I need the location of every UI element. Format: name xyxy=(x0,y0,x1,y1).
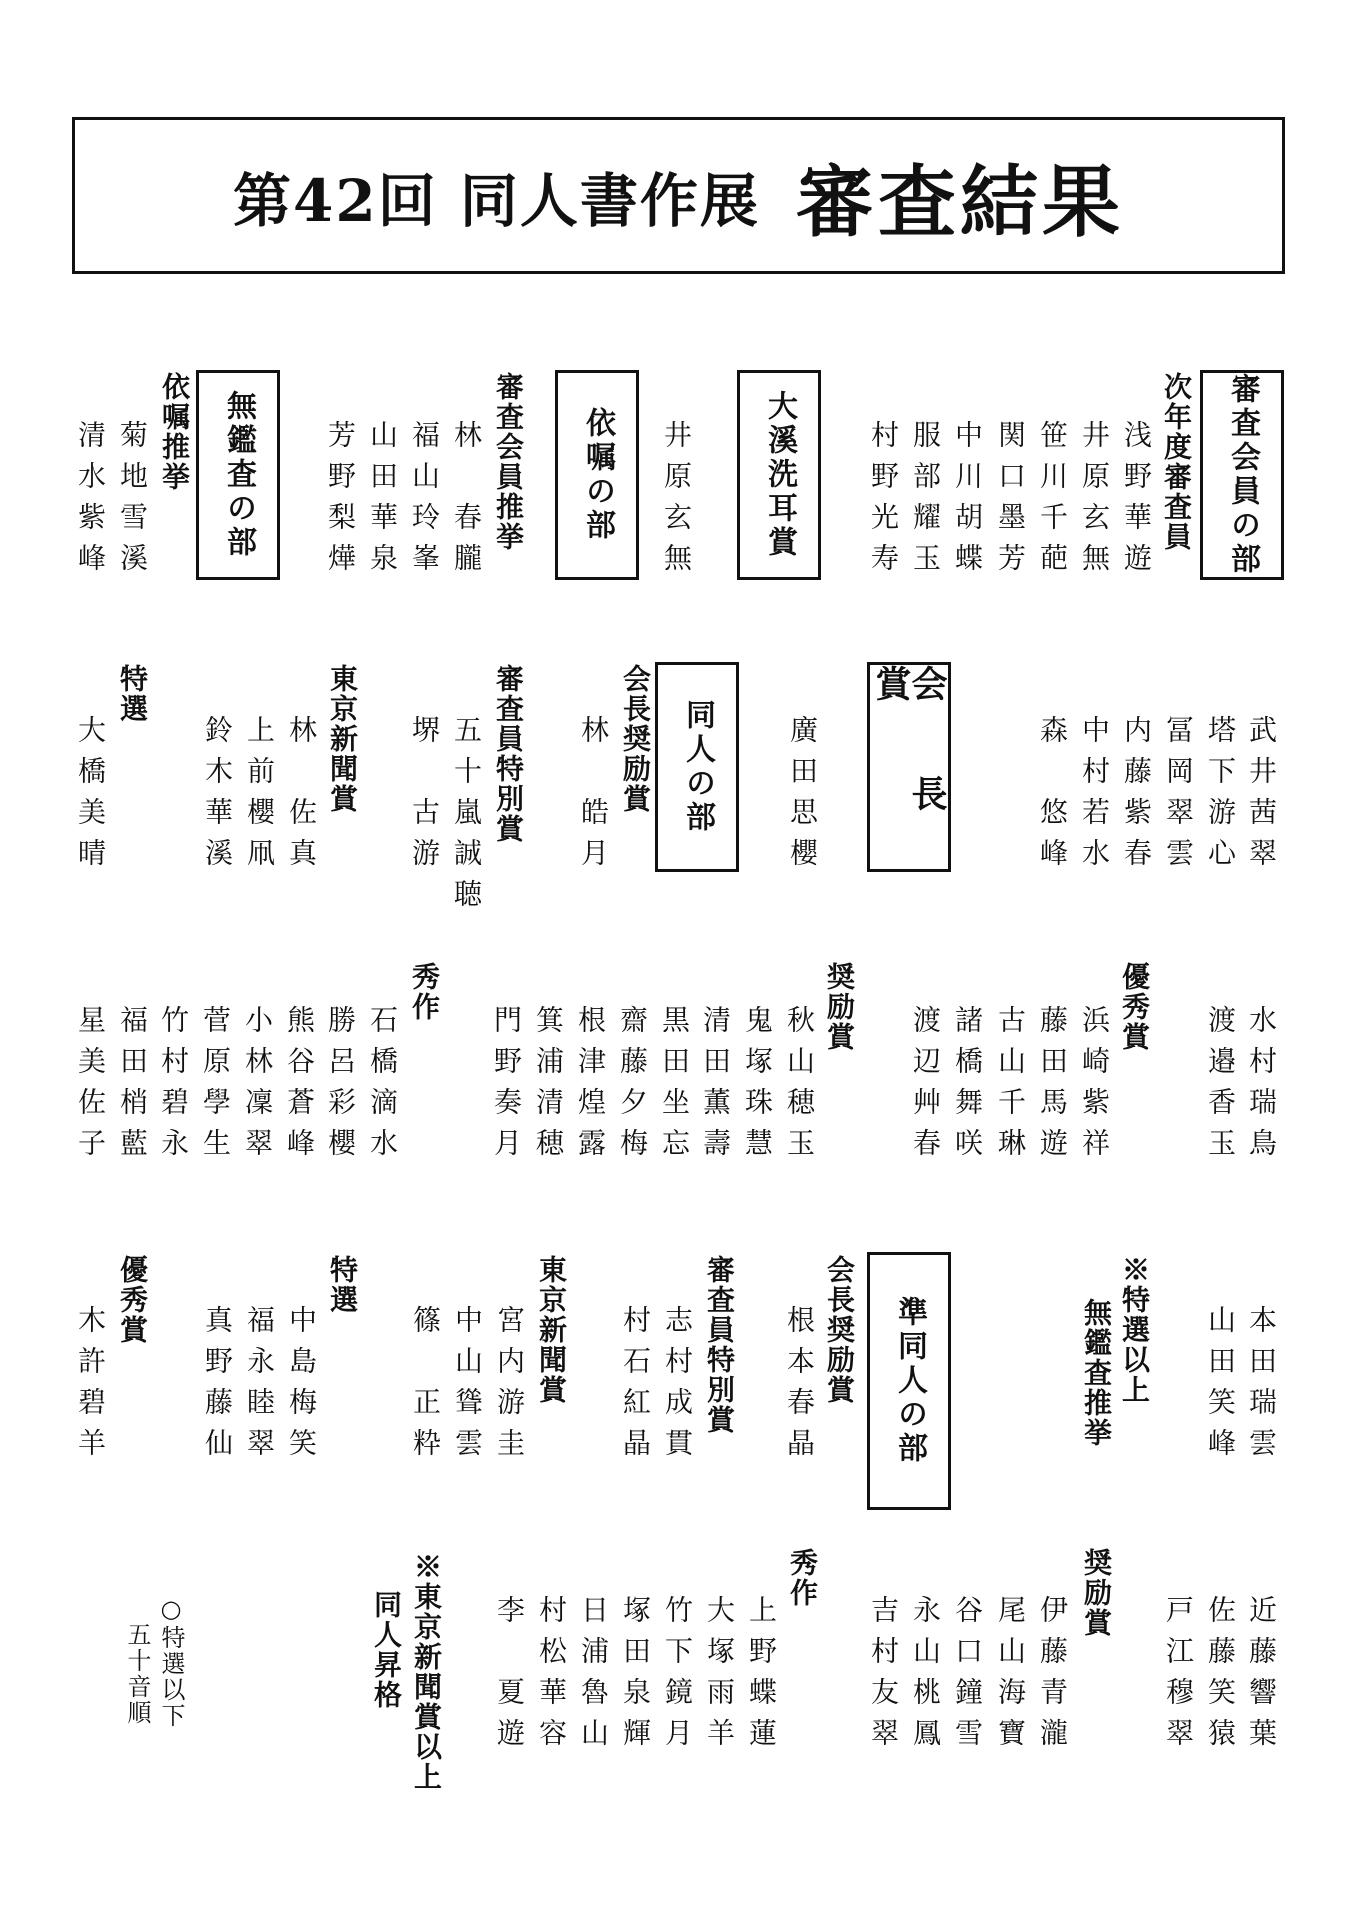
name-entry: 篠 正粋 xyxy=(409,1305,442,1469)
heading-mukansa-suisen: 無鑑査推挙 xyxy=(1080,1298,1113,1448)
name-entry: 福田梢藍 xyxy=(116,1005,149,1169)
name-entry: 勝呂彩櫻 xyxy=(324,1005,357,1169)
name-entry: 上前櫻凧 xyxy=(243,715,276,879)
heading-ishoku-suisen: 依嘱推挙 xyxy=(158,372,191,492)
name-entry: 村松華容 xyxy=(535,1595,568,1759)
name-entry: 福山玲峯 xyxy=(408,420,441,584)
name-entry: 林 春朧 xyxy=(450,420,483,584)
name-entry: 水村瑞鳥 xyxy=(1245,1005,1278,1169)
section-ishoku xyxy=(555,370,639,580)
name-entry: 福永睦翠 xyxy=(243,1305,276,1469)
name-entry: 石橋滴水 xyxy=(366,1005,399,1169)
name-entry: 森 悠峰 xyxy=(1036,715,1069,879)
section-kaicho-label: 会 長 賞 xyxy=(870,665,948,827)
heading-jinendo: 次年度審査員 xyxy=(1160,372,1193,552)
name-entry: 内藤紫春 xyxy=(1120,715,1153,879)
name-entry: 浅野華遊 xyxy=(1120,420,1153,584)
section-kaicho xyxy=(867,662,951,872)
page-title-emphasis: 審査結果 xyxy=(795,156,1124,248)
section-dojin xyxy=(655,662,739,872)
section-taikei-senji xyxy=(737,370,821,580)
name-entry: 門野奏月 xyxy=(490,1005,523,1169)
name-entry: 大橋美晴 xyxy=(74,715,107,879)
name-entry: 中川胡蝶 xyxy=(951,420,984,584)
section-jun-dojin xyxy=(867,1252,951,1510)
name-entry: 渡邉香玉 xyxy=(1204,1005,1237,1169)
name-entry: 村野光寿 xyxy=(867,420,900,584)
section-ishoku-label: 依嘱の部 xyxy=(580,407,615,543)
heading-shusaku-2: 秀作 xyxy=(786,1548,819,1608)
heading-shinsain-tokubetsu-1: 審査員特別賞 xyxy=(492,664,525,844)
heading-tokusen-ijo: ※特選以上 xyxy=(1118,1255,1151,1405)
name-entry: 戸江穆翠 xyxy=(1162,1595,1195,1759)
name-entry: 山田笑峰 xyxy=(1204,1305,1237,1469)
name-entry: 黒田坐忘 xyxy=(658,1005,691,1169)
name-entry: 服部耀玉 xyxy=(909,420,942,584)
name-entry: 林 皓月 xyxy=(577,715,610,879)
name-entry: 井原玄無 xyxy=(660,420,693,584)
name-entry: 鬼塚珠慧 xyxy=(741,1005,774,1169)
heading-dojin-shokaku: 同人昇格 xyxy=(370,1590,403,1710)
name-entry: 菅原學生 xyxy=(199,1005,232,1169)
name-entry: 永山桃鳳 xyxy=(909,1595,942,1759)
name-entry: 志村成貫 xyxy=(661,1305,694,1469)
name-entry: 井原玄無 xyxy=(1078,420,1111,584)
name-entry: 堺 古游 xyxy=(408,715,441,879)
section-mukansa-label: 無鑑査の部 xyxy=(221,390,256,560)
name-entry: 村石紅晶 xyxy=(619,1305,652,1469)
heading-yushu-1: 優秀賞 xyxy=(1118,962,1151,1052)
name-entry: 吉村友翠 xyxy=(867,1595,900,1759)
name-entry: 小林凜翠 xyxy=(241,1005,274,1169)
page-title: 第42回 同人書作展 xyxy=(233,166,760,235)
name-entry: 根本春晶 xyxy=(783,1305,816,1469)
title-box xyxy=(72,117,1285,274)
heading-yushu-2: 優秀賞 xyxy=(116,1255,149,1345)
name-entry: 五十嵐誠聴 xyxy=(450,715,483,920)
name-entry: 塔下游心 xyxy=(1204,715,1237,879)
heading-tokusen-2: 特選 xyxy=(326,1255,359,1315)
heading-tokyo-shinbun-2: 東京新聞賞 xyxy=(535,1255,568,1405)
name-entry: 李 夏遊 xyxy=(493,1595,526,1759)
name-entry: 芳野梨燁 xyxy=(324,420,357,584)
name-entry: 竹下鏡月 xyxy=(661,1595,694,1759)
name-entry: 藤田馬遊 xyxy=(1036,1005,1069,1169)
heading-tokusen-1: 特選 xyxy=(116,664,149,724)
heading-kaicho-shorei-2: 会長奨励賞 xyxy=(823,1255,856,1405)
name-entry: 清水紫峰 xyxy=(74,420,107,584)
name-entry: 熊谷蒼峰 xyxy=(283,1005,316,1169)
section-dojin-label: 同人の部 xyxy=(680,699,715,835)
name-entry: 林 佐真 xyxy=(285,715,318,879)
section-shinsa-kaiin-label: 審査会員の部 xyxy=(1225,373,1260,577)
heading-shorei-2: 奨励賞 xyxy=(1080,1548,1113,1638)
name-entry: 宮内游圭 xyxy=(493,1305,526,1469)
name-entry: 山田華泉 xyxy=(366,420,399,584)
note-line-1: ○特選以下 xyxy=(157,1595,185,1729)
name-entry: 谷口鐘雪 xyxy=(951,1595,984,1759)
name-entry: 浜崎紫祥 xyxy=(1078,1005,1111,1169)
name-entry: 秋山穂玉 xyxy=(783,1005,816,1169)
heading-kaicho-shorei-1: 会長奨励賞 xyxy=(619,664,652,814)
name-entry: 中村若水 xyxy=(1078,715,1111,879)
name-entry: 廣田思櫻 xyxy=(786,715,819,879)
heading-tokyo-shinbun-ijo: ※東京新聞賞以上 xyxy=(410,1552,443,1792)
heading-shinsakai-suisen: 審査会員推挙 xyxy=(492,372,525,552)
name-entry: 大塚雨羊 xyxy=(703,1595,736,1759)
name-entry: 星美佐子 xyxy=(74,1005,107,1169)
name-entry: 菊地雪溪 xyxy=(116,420,149,584)
name-entry: 伊藤青瀧 xyxy=(1036,1595,1069,1759)
heading-shusaku-1: 秀作 xyxy=(408,962,441,1022)
name-entry: 尾山海寶 xyxy=(994,1595,1027,1759)
name-entry: 鈴木華溪 xyxy=(201,715,234,879)
name-entry: 笹川千葩 xyxy=(1036,420,1069,584)
section-jun-dojin-label: 準同人の部 xyxy=(892,1296,927,1466)
name-entry: 冨岡翠雲 xyxy=(1162,715,1195,879)
name-entry: 中山聳雲 xyxy=(451,1305,484,1469)
name-entry: 近藤響葉 xyxy=(1245,1595,1278,1759)
section-shinsa-kaiin xyxy=(1200,370,1284,580)
name-entry: 渡辺艸春 xyxy=(909,1005,942,1169)
name-entry: 竹村碧永 xyxy=(157,1005,190,1169)
name-entry: 古山千琳 xyxy=(994,1005,1027,1169)
note-line-2: 五十音順 xyxy=(123,1622,151,1726)
heading-shinsain-tokubetsu-2: 審査員特別賞 xyxy=(703,1255,736,1435)
name-entry: 日浦魯山 xyxy=(577,1595,610,1759)
name-entry: 佐藤笑猿 xyxy=(1204,1595,1237,1759)
name-entry: 上野蝶蓮 xyxy=(745,1595,778,1759)
name-entry: 塚田泉輝 xyxy=(619,1595,652,1759)
name-entry: 木許碧羊 xyxy=(74,1305,107,1469)
heading-shorei-1: 奨励賞 xyxy=(823,962,856,1052)
name-entry: 武井茜翠 xyxy=(1245,715,1278,879)
name-entry: 齋藤夕梅 xyxy=(616,1005,649,1169)
section-taikei-senji-label: 大溪洗耳賞 xyxy=(762,390,797,560)
name-entry: 箕浦清穂 xyxy=(532,1005,565,1169)
name-entry: 根津煌露 xyxy=(574,1005,607,1169)
name-entry: 清田薫壽 xyxy=(699,1005,732,1169)
section-mukansa xyxy=(196,370,280,580)
name-entry: 関口墨芳 xyxy=(994,420,1027,584)
name-entry: 本田瑞雲 xyxy=(1245,1305,1278,1469)
name-entry: 中島梅笑 xyxy=(285,1305,318,1469)
heading-tokyo-shinbun-1: 東京新聞賞 xyxy=(326,664,359,814)
name-entry: 真野藤仙 xyxy=(201,1305,234,1469)
name-entry: 諸橋舞咲 xyxy=(951,1005,984,1169)
